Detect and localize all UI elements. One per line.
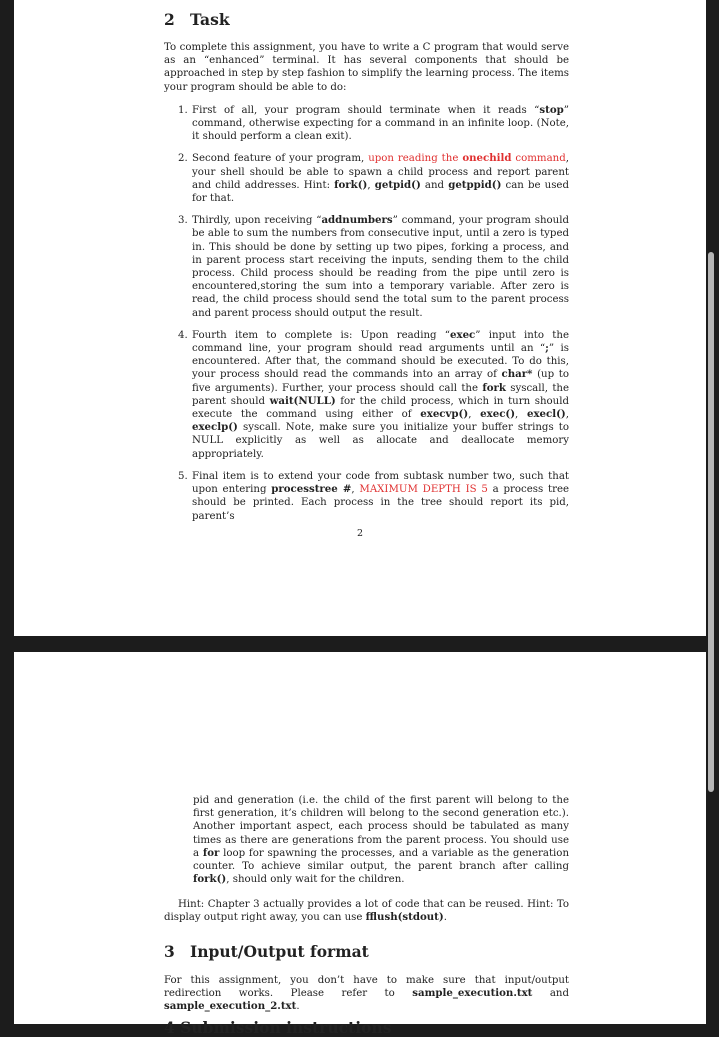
section-title: Task bbox=[190, 10, 230, 29]
highlighted-text: MAXIMUM DEPTH IS 5 bbox=[359, 484, 488, 496]
item-text bbox=[192, 471, 569, 522]
text-run: Hint: Chapter 3 actually provides a lot of code that can be reused. Hint: To display output right away, you can use bbox=[164, 899, 569, 924]
section-title: Input/Output format bbox=[190, 942, 369, 961]
text-run: pid and generation (i.e. the child of the first parent will belong to the first generation, it’s children will belong to the second generation etc.). Another important aspect, each process should be tabulated as many times as there are generations from the parent process. You should use a bbox=[193, 795, 569, 859]
bold-text: fork bbox=[482, 381, 506, 394]
bold-text: execvp() bbox=[420, 408, 469, 421]
text-run: First of all, your program should terminate when it reads “ bbox=[192, 104, 540, 116]
bold-text: fork() bbox=[334, 178, 368, 191]
bold-text: sample_execution.txt bbox=[412, 987, 533, 1000]
item-number: 5. bbox=[178, 470, 188, 482]
bold-text: getppid() bbox=[448, 178, 502, 191]
bold-text: exec() bbox=[480, 408, 516, 421]
io-paragraph bbox=[164, 974, 569, 1014]
text-run: , bbox=[565, 409, 570, 421]
bold-text: wait(NULL) bbox=[269, 394, 336, 407]
hint-paragraph bbox=[164, 898, 569, 924]
item-text bbox=[192, 215, 569, 318]
bold-text: char* bbox=[501, 368, 533, 381]
item-text bbox=[192, 330, 569, 460]
document-page-2 bbox=[14, 652, 706, 1037]
bold-text: processtree # bbox=[271, 483, 352, 496]
text-run: and bbox=[532, 988, 569, 1000]
bold-text: fflush(stdout) bbox=[365, 911, 444, 924]
text-run: Fourth item to complete is: Upon reading “ bbox=[192, 329, 451, 341]
text-run: can be used for that. bbox=[192, 179, 569, 205]
task-list bbox=[164, 104, 569, 523]
text-run: , your shell should be able to spawn a child process and report parent and child addresses. Hint: bbox=[192, 153, 569, 191]
text-run: , bbox=[367, 179, 375, 191]
bold-text: execlp() bbox=[192, 421, 238, 434]
text-run: (up to five arguments). Further, your process should call the bbox=[192, 369, 569, 394]
bold-text: for bbox=[202, 846, 220, 859]
text-run: , bbox=[351, 484, 360, 496]
bold-text: fork() bbox=[193, 873, 227, 886]
task-item bbox=[164, 152, 569, 205]
section-heading bbox=[164, 10, 569, 29]
text-run: ” is encountered. After that, the command should be executed. To do this, your process should read the commands into an array of bbox=[192, 343, 569, 381]
text-run: for the child process, which in turn should execute the command using either of bbox=[192, 395, 569, 421]
text-run: . bbox=[296, 1001, 300, 1013]
text-run: . bbox=[443, 912, 447, 924]
task-item bbox=[164, 470, 569, 523]
bold-text: getpid() bbox=[374, 178, 421, 191]
highlighted-text: upon reading the bbox=[368, 153, 463, 165]
item-number: 1. bbox=[178, 104, 188, 116]
text-run: loop for spawning the processes, and a variable as the generation counter. To achieve similar output, the parent branch after calling bbox=[193, 847, 569, 873]
text-run: ” input into the command line, your program should read arguments until an “ bbox=[192, 329, 569, 355]
continuation-paragraph bbox=[193, 794, 569, 886]
text-run: For this assignment, you don’t have to make sure that input/output redirection works. Please refer to bbox=[164, 975, 569, 1000]
item-number: 3. bbox=[178, 215, 188, 227]
text-run: Final item is to extend your code from subtask number two, such that upon entering bbox=[192, 470, 569, 496]
text-run: , bbox=[468, 409, 481, 421]
bold-text: stop bbox=[539, 103, 564, 116]
task-item bbox=[164, 329, 569, 461]
text-run: , should only wait for the children. bbox=[226, 874, 405, 886]
text-run: syscall, the parent should bbox=[192, 382, 570, 407]
scrollbar[interactable] bbox=[708, 252, 714, 792]
section-number: 3 bbox=[164, 942, 175, 961]
highlighted-text: command bbox=[511, 153, 566, 165]
bold-text: exec bbox=[450, 328, 476, 341]
task-item bbox=[164, 104, 569, 144]
bold-text: sample_execution_2.txt bbox=[164, 1000, 297, 1013]
item-text bbox=[192, 153, 569, 204]
page-number: 2 bbox=[356, 528, 364, 539]
text-run: syscall. Note, make sure you initialize your buffer strings to NULL explicitly as well as allocate and deallocate memory appropriately. bbox=[192, 422, 569, 460]
intro-paragraph: To complete this assignment, you have to write a C program that would serve as an “enhanced” terminal. It has several components that should be approached in step by step fashion to simplify the learning process. The items your program should be able to do: bbox=[164, 42, 569, 93]
document-page-1 bbox=[14, 0, 706, 636]
bold-text: execl() bbox=[527, 408, 566, 421]
text-run: ” command, otherwise expecting for a command in an infinite loop. (Note, it should perform a clean exit). bbox=[192, 104, 569, 143]
page-1-content bbox=[164, 10, 569, 532]
highlighted-text: onechild bbox=[462, 152, 512, 165]
text-run: Thirdly, upon receiving “ bbox=[192, 215, 322, 227]
item-number: 2. bbox=[178, 153, 188, 165]
item-text bbox=[192, 105, 569, 142]
bold-text: ; bbox=[545, 342, 549, 355]
section-number: 2 bbox=[164, 10, 175, 29]
text-run: ” command, your program should be able to sum the numbers from consecutive input, until a zero is typed in. This should be done by setting up two pipes, forking a process, and in parent process start receiving the inputs, sending them to the child process. Child process should be reading from the pipe until zero is encountered,storing the sum into a temporary variable. After zero is read, the child process should send the total sum to the parent process and parent process should output the result. bbox=[192, 215, 569, 319]
task-item bbox=[164, 214, 569, 320]
section-heading-io bbox=[164, 942, 369, 961]
text-run: and bbox=[420, 179, 449, 191]
bold-text: addnumbers bbox=[321, 214, 393, 227]
text-run: , bbox=[515, 409, 527, 421]
text-run: Second feature of your program, bbox=[192, 153, 369, 165]
item-number: 4. bbox=[178, 329, 188, 341]
cut-off-heading: 4 Submission instructions bbox=[164, 1018, 392, 1037]
text-run: a process tree should be printed. Each process in the tree should report its pid, parent’s bbox=[192, 484, 569, 522]
